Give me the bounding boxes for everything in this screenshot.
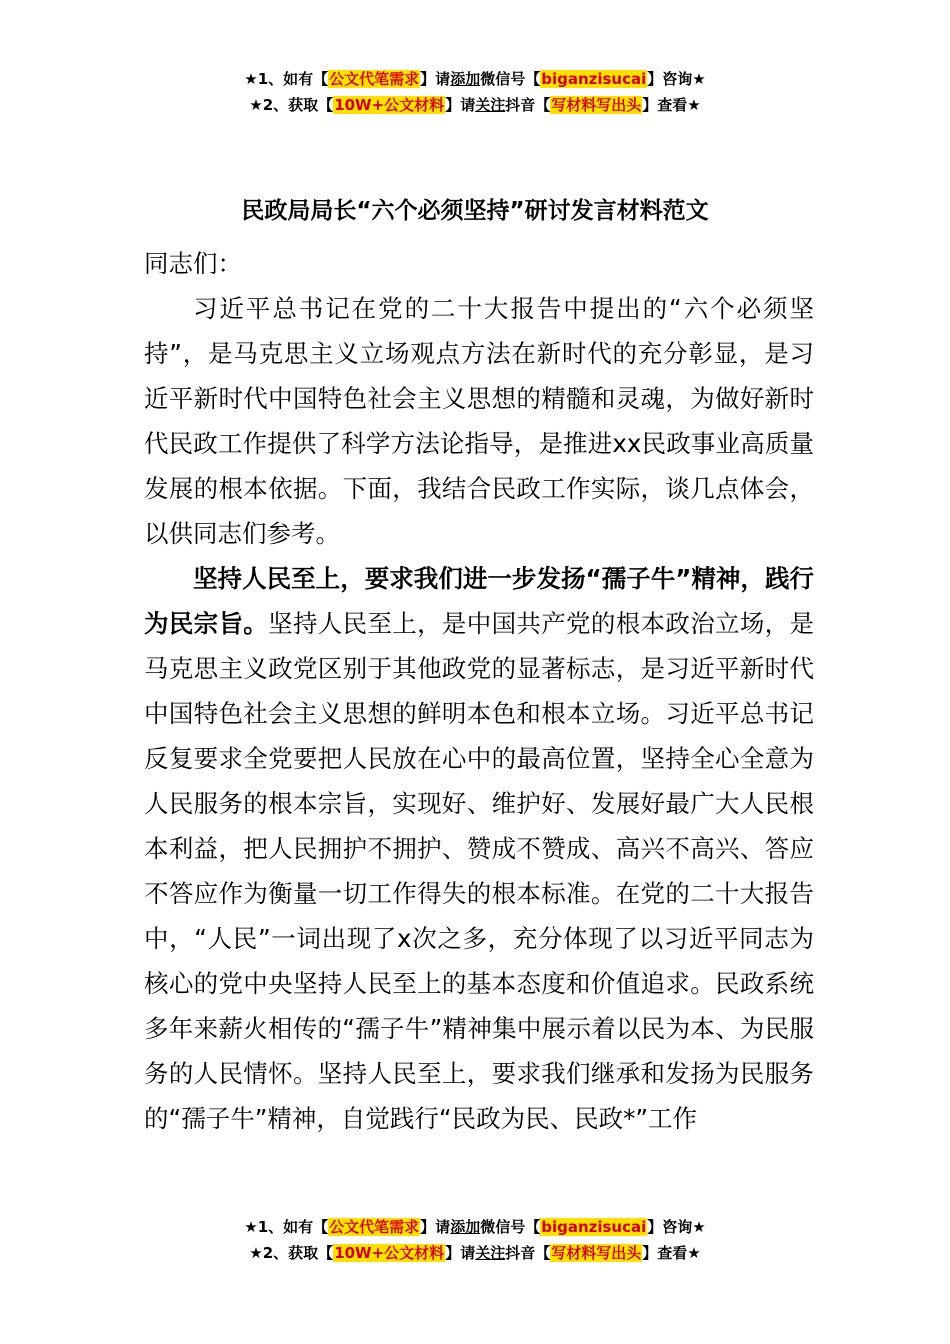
banner-line-1 xyxy=(0,66,950,92)
banner-line-2 xyxy=(0,92,950,118)
banner-highlight: biganzisucai xyxy=(541,1218,647,1236)
banner-text: 】咨询★ xyxy=(647,70,706,88)
paragraph-2 xyxy=(144,556,814,1141)
banner-line-2 xyxy=(0,1240,950,1266)
banner-text: 】请 xyxy=(420,1218,451,1236)
banner-emphasis: 关注 xyxy=(475,96,506,114)
banner-text: 微信号【 xyxy=(480,1218,541,1236)
header-banner xyxy=(0,66,950,118)
banner-emphasis: 添加 xyxy=(450,70,481,88)
banner-emphasis: 添加 xyxy=(450,1218,481,1236)
salutation: 同志们： xyxy=(144,249,242,278)
banner-highlight: 10W+公文材料 xyxy=(334,96,445,114)
paragraph-2-body: 坚持人民至上，是中国共产党的根本政治立场，是马克思主义政党区别于其他政党的显著标志，是习近平新时代中国特色社会主义思想的鲜明本色和根本立场。习近平总书记反复要求全党要把人民放在心中的最高位置，坚持全心全意为人民服务的根本宗旨，实现好、维护好、发展好最广大人民根本利益，把人民拥护不拥护、赞成不赞成、高兴不高兴、答应不答应作为衡量一切工作得失的根本标准。在党的二十大报告中，“人民”一词出现了x次之多，充分体现了以习近平同志为核心的党中央坚持人民至上的基本态度和价值追求。民政系统多年来薪火相传的“孺子牛”精神集中展示着以民为本、为民服务的人民情怀。坚持人民至上，要求我们继承和发扬为民服务的“孺子牛”精神，自觉践行“民政为民、民政*”工作 xyxy=(144,609,815,1133)
document-title: 民政局局长“六个必须坚持”研讨发言材料范文 xyxy=(241,198,709,224)
banner-text: ★1、如有【 xyxy=(244,1218,329,1236)
banner-highlight: 写材料写出头 xyxy=(551,96,642,114)
banner-text: 】查看★ xyxy=(642,1244,701,1262)
banner-text: 】查看★ xyxy=(642,96,701,114)
banner-text: ★2、获取【 xyxy=(249,96,334,114)
banner-text: 抖音【 xyxy=(505,1244,551,1262)
banner-text: 】请 xyxy=(445,1244,476,1262)
banner-line-1 xyxy=(0,1214,950,1240)
banner-highlight: biganzisucai xyxy=(541,70,647,88)
banner-text: ★1、如有【 xyxy=(244,70,329,88)
banner-text: 】请 xyxy=(445,96,476,114)
banner-text: 】请 xyxy=(420,70,451,88)
banner-highlight: 写材料写出头 xyxy=(551,1244,642,1262)
banner-text: ★2、获取【 xyxy=(249,1244,334,1262)
paragraph-1: 习近平总书记在党的二十大报告中提出的“六个必须坚持”，是马克思主义立场观点方法在新时代的充分彰显，是习近平新时代中国特色社会主义思想的精髓和灵魂，为做好新时代民政工作提供了科学方法论指导，是推进xx民政事业高质量发展的根本依据。下面，我结合民政工作实际，谈几点体会，以供同志们参考。 xyxy=(144,294,814,548)
banner-highlight: 公文代笔需求 xyxy=(329,1218,420,1236)
banner-highlight: 公文代笔需求 xyxy=(329,70,420,88)
paragraph-2-heading: 坚持人民至上，要求我们进一步发扬“孺子牛”精神，践行为民宗旨。 xyxy=(144,564,814,638)
banner-highlight: 10W+公文材料 xyxy=(334,1244,445,1262)
banner-text: 微信号【 xyxy=(480,70,541,88)
banner-text: 】咨询★ xyxy=(647,1218,706,1236)
document-body xyxy=(144,241,814,1141)
footer-banner xyxy=(0,1214,950,1266)
banner-emphasis: 关注 xyxy=(475,1244,506,1262)
banner-text: 抖音【 xyxy=(505,96,551,114)
